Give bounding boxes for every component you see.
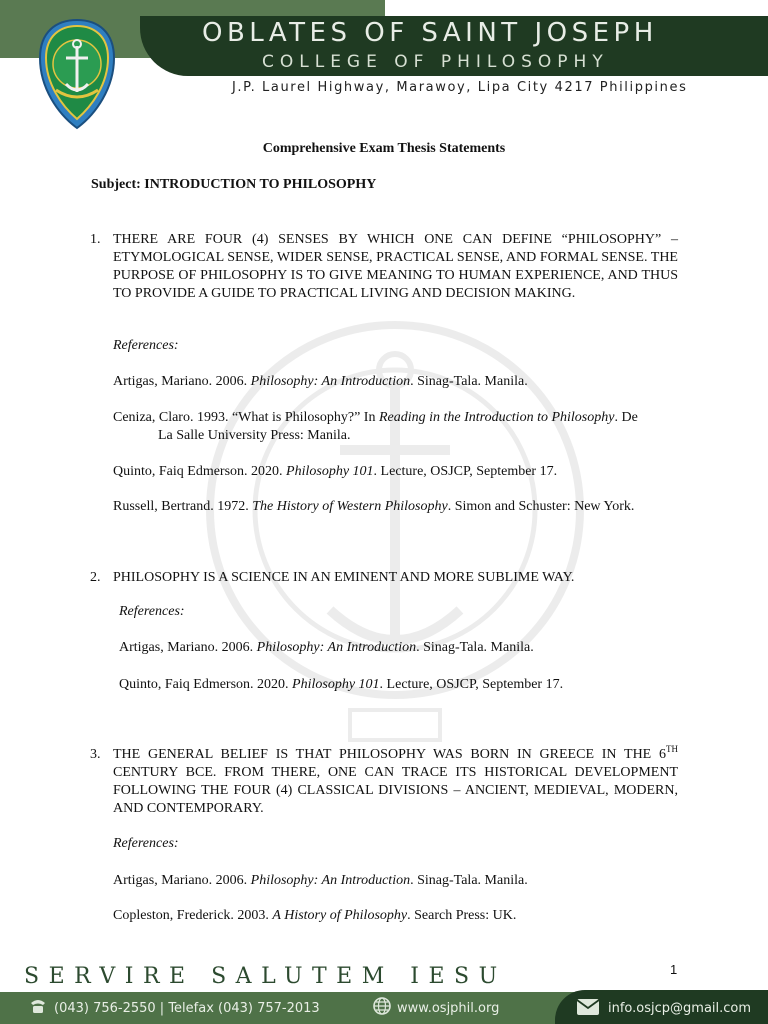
reference-entry: Artigas, Mariano. 2006. Philosophy: An Introduction. Sinag-Tala. Manila. xyxy=(119,640,534,655)
footer-website[interactable]: www.osjphil.org xyxy=(397,1001,500,1016)
reference-entry: Russell, Bertrand. 1972. The History of Western Philosophy. Simon and Schuster: New York. xyxy=(113,499,635,514)
reference-entry: Quinto, Faiq Edmerson. 2020. Philosophy 101. Lecture, OSJCP, September 17. xyxy=(119,677,564,692)
references-label: References: xyxy=(119,604,185,619)
institution-subtitle: COLLEGE OF PHILOSOPHY xyxy=(262,52,609,72)
globe-icon xyxy=(372,996,392,1016)
institution-address: J.P. Laurel Highway, Marawoy, Lipa City 4217 Philippines xyxy=(232,80,688,95)
thesis-item-3 xyxy=(90,746,678,818)
thesis-item-2 xyxy=(90,569,678,587)
thesis-item-1 xyxy=(90,231,678,303)
page-number: 1 xyxy=(670,962,678,977)
subject-value: INTRODUCTION TO PHILOSOPHY xyxy=(144,177,377,192)
subject-line xyxy=(91,177,376,193)
subject-label: Subject: xyxy=(91,177,141,192)
footer-phone: (043) 756-2550 | Telefax (043) 757-2013 xyxy=(54,1001,320,1016)
reference-entry: Ceniza, Claro. 1993. “What is Philosophy?” In Reading in the Introduction to Philosophy. De La Salle University Press: Manila. xyxy=(113,410,638,443)
references-label: References: xyxy=(113,836,179,851)
institution-title: OBLATES OF SAINT JOSEPH xyxy=(202,18,658,48)
footer-motto: SERVIRE SALUTEM IESU xyxy=(24,964,507,989)
reference-entry: Copleston, Frederick. 2003. A History of Philosophy. Search Press: UK. xyxy=(113,908,517,923)
item-text: THERE ARE FOUR (4) SENSES BY WHICH ONE CAN DEFINE “PHILOSOPHY” – ETYMOLOGICAL SENSE, WIDER SENSE, PRACTICAL SENSE, AND FORMAL SENSE. THE PURPOSE OF PHILOSOPHY IS TO GIVE MEANING TO HUMAN EXPERIENCE, AND THUS TO PROVIDE A GUIDE TO PRACTICAL LIVING AND DECISION MAKING. xyxy=(113,232,678,301)
item-text: PHILOSOPHY IS A SCIENCE IN AN EMINENT AND MORE SUBLIME WAY. xyxy=(113,570,575,585)
item-number: 1. xyxy=(90,232,101,247)
references-label: References: xyxy=(113,338,179,353)
phone-icon xyxy=(28,996,48,1016)
footer-email[interactable]: info.osjcp@gmail.com xyxy=(608,1001,752,1016)
reference-entry: Artigas, Mariano. 2006. Philosophy: An Introduction. Sinag-Tala. Manila. xyxy=(113,873,528,888)
reference-entry: Quinto, Faiq Edmerson. 2020. Philosophy 101. Lecture, OSJCP, September 17. xyxy=(113,464,558,479)
email-icon xyxy=(576,998,600,1016)
document-title: Comprehensive Exam Thesis Statements xyxy=(262,141,506,156)
item-number: 3. xyxy=(90,747,101,762)
item-text: THE GENERAL BELIEF IS THAT PHILOSOPHY WAS BORN IN GREECE IN THE 6TH CENTURY BCE. FROM THERE, ONE CAN TRACE ITS HISTORICAL DEVELOPMENT FOLLOWING THE FOUR (4) CLASSICAL DIVISIONS – ANCIENT, MEDIEVAL, MODERN, AND CONTEMPORARY. xyxy=(113,744,678,816)
college-seal-icon xyxy=(36,18,118,130)
reference-entry: Artigas, Mariano. 2006. Philosophy: An Introduction. Sinag-Tala. Manila. xyxy=(113,374,528,389)
item-number: 2. xyxy=(90,570,101,585)
